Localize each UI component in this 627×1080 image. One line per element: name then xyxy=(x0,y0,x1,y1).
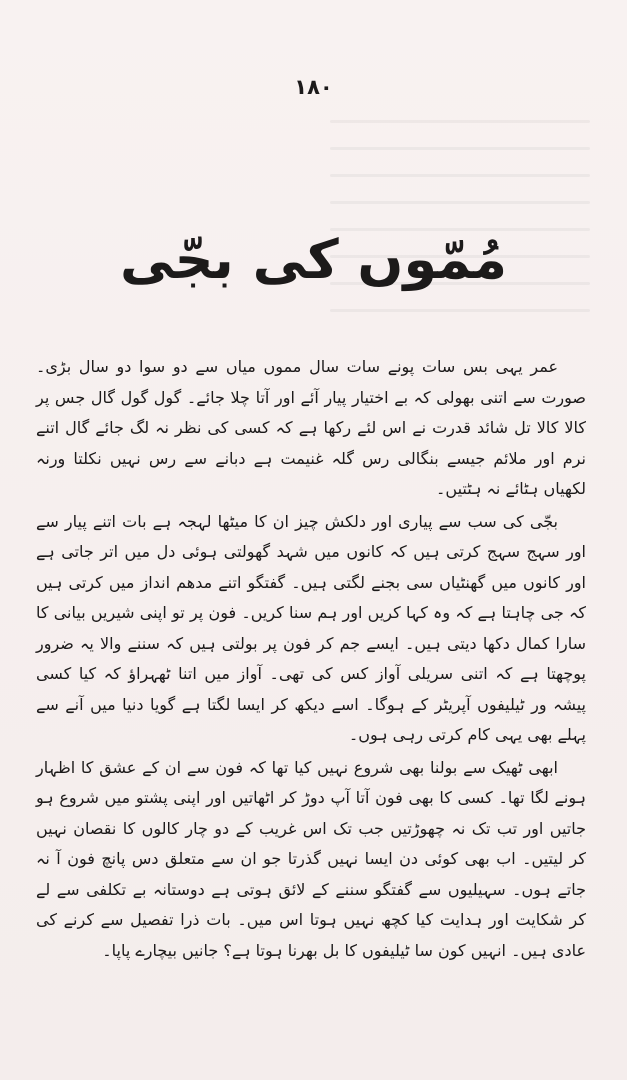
paragraph: بجّی کی سب سے پیاری اور دلکش چیز ان کا میٹھا لہجہ ہے بات اتنے پیار سے اور سہج سہج کرتی ہیں کہ کانوں میں شہد گھولتی ہوئی دل میں اتر جاتی ہے اور کانوں میں گھنٹیاں سی بجنے لگتی ہیں۔ گفتگو اتنے مدھم انداز میں کرتی ہیں کہ جی چاہتا ہے کہ وہ کہا کریں اور ہم سنا کریں۔ فون پر تو اپنی شیریں بیانی کا سارا کمال دکھا دیتی ہیں۔ ایسے جم کر فون پر بولتی ہیں کہ سننے والا یہ ضرور پوچھتا ہے کہ اتنی سریلی آواز کس کی تھی۔ آواز میں اتنا ٹھہراؤ کہ کیا کسی پیشہ ور ٹیلیفوں آپریٹر کے ہوگا۔ اسے دیکھ کر ایسا لگتا ہے گویا دنیا میں آنے سے پہلے بھی یہی کام کرتی رہی ہوں۔ xyxy=(36,511,586,744)
chapter-body xyxy=(36,352,586,968)
chapter-title: مُمّوں کی بجّی xyxy=(119,228,508,291)
paragraph: عمر یہی بس سات پونے سات سال مموں میاں سے دو سوا دو سال بڑی۔ صورت سے اتنی بھولی کہ بے اختیار پیار آئے اور آتا چلا جائے۔ گول گول گال جس پر کالا کالا تل شائد قدرت نے اس لئے رکھا ہے کہ کسی کی نظر نہ لگ جائے گال اتنے نرم اور ملائم جیسے بنگالی رس گلہ غنیمت ہے دبانے سے رس نہیں نکلتا ورنہ لکھیاں ہٹائے نہ ہٹتیں۔ xyxy=(36,357,586,498)
paragraph: ابھی ٹھیک سے بولنا بھی شروع نہیں کیا تھا کہ فون سے ان کے عشق کا اظہار ہونے لگا تھا۔ کسی کا بھی فون آتا آپ دوڑ کر اٹھاتیں اور اپنی پشتو میں شروع ہو جاتیں اور تب تک نہ چھوڑتیں جب تک اس غریب کے دو چار کالوں کا نقصان نہیں کر لیتیں۔ اب بھی کوئی دن ایسا نہیں گذرتا جو ان سے متعلق دس پانچ فون آ نہ جاتے ہوں۔ سہیلیوں سے گفتگو سننے کے لائق ہوتی ہے دوستانہ بے تکلفی سے لے کر شکایت اور ہدایت کیا کچھ نہیں ہوتا اس میں۔ بات ذرا تفصیل سے کرنے کی عادی ہیں۔ انہیں کون سا ٹیلیفوں کا بل بھرنا ہوتا ہے؟ جانیں بیچارے پاپا۔ xyxy=(36,757,586,960)
page-number: ۱۸۰ xyxy=(294,75,333,99)
